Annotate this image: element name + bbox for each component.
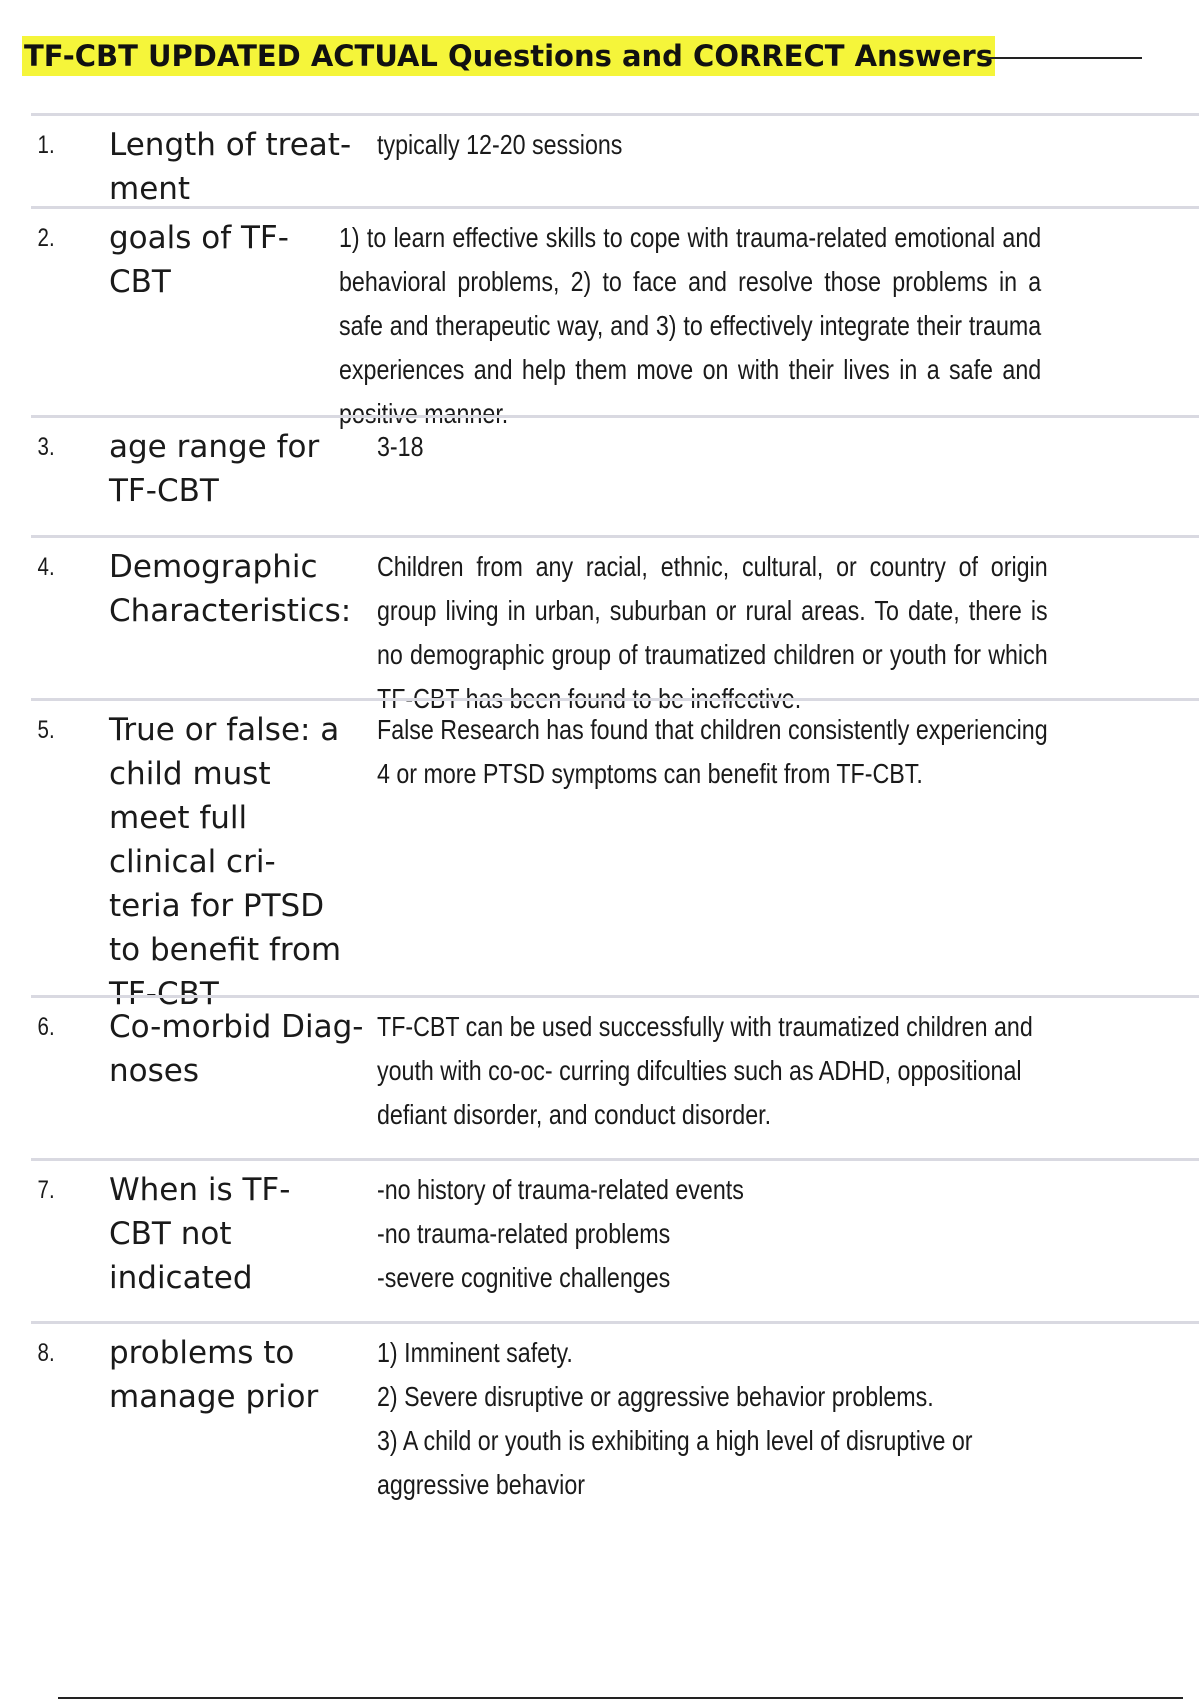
qa-item bbox=[31, 206, 1199, 429]
qa-question: Co-morbid Diag- noses bbox=[109, 1009, 364, 1089]
qa-number: 1. bbox=[37, 131, 55, 159]
qa-list bbox=[31, 113, 1199, 1500]
qa-item bbox=[31, 535, 1199, 714]
qa-question: problems to manage prior bbox=[109, 1335, 319, 1415]
qa-item bbox=[31, 1158, 1199, 1321]
qa-number: 6. bbox=[37, 1013, 55, 1041]
qa-question: True or false: a child must meet full clinical cri- teria for PTSD to benefit from TF-CBT bbox=[109, 712, 342, 1012]
qa-answer: 3-18 bbox=[377, 431, 424, 462]
qa-answer: False Research has found that children consistently experiencing 4 or more PTSD symptoms can benefit from TF-CBT. bbox=[377, 714, 1048, 789]
qa-item bbox=[31, 415, 1199, 535]
qa-answer: Children from any racial, ethnic, cultural, or country of origin group living in urban, suburban or rural areas. To date, there is no demographic group of traumatized children or youth for which TF-CBT has been found to be ineffective. bbox=[377, 551, 1048, 714]
title-row bbox=[22, 36, 1142, 76]
footer-rule bbox=[58, 1697, 1183, 1699]
qa-item bbox=[31, 698, 1199, 1012]
qa-item bbox=[31, 1321, 1199, 1500]
qa-number: 5. bbox=[37, 716, 55, 744]
qa-answer: typically 12-20 sessions bbox=[377, 129, 623, 160]
qa-question: Length of treat- ment bbox=[109, 127, 352, 207]
qa-number: 3. bbox=[37, 433, 55, 461]
qa-question: When is TF-CBT not indicated bbox=[109, 1172, 291, 1296]
qa-question: Demographic Characteristics: bbox=[109, 549, 352, 629]
qa-question: goals of TF-CBT bbox=[109, 220, 289, 300]
qa-number: 4. bbox=[37, 553, 55, 581]
qa-number: 8. bbox=[37, 1339, 55, 1367]
qa-answer: 1) Imminent safety. 2) Severe disruptive or aggressive behavior problems. 3) A child or youth is exhibiting a high level of disruptive or aggressive behavior bbox=[377, 1337, 973, 1500]
qa-number: 2. bbox=[37, 224, 55, 252]
qa-item bbox=[31, 995, 1199, 1158]
page-title: TF-CBT UPDATED ACTUAL Questions and CORRECT Answers bbox=[22, 36, 995, 76]
qa-item bbox=[31, 113, 1199, 206]
qa-answer: TF-CBT can be used successfully with traumatized children and youth with co-oc- curring difculties such as ADHD, oppositional defiant disorder, and conduct disorder. bbox=[377, 1011, 1033, 1130]
title-rule bbox=[982, 57, 1142, 59]
qa-question: age range for TF-CBT bbox=[109, 429, 320, 509]
qa-answer: -no history of trauma-related events -no trauma-related problems -severe cognitive challenges bbox=[377, 1174, 744, 1293]
qa-answer: 1) to learn effective skills to cope with trauma-related emotional and behavioral problems, 2) to face and resolve those problems in a safe and therapeutic way, and 3) to effectively integrate their trauma experiences and help them move on with their lives in a safe and positive manner. bbox=[339, 222, 1042, 429]
qa-number: 7. bbox=[37, 1176, 55, 1204]
